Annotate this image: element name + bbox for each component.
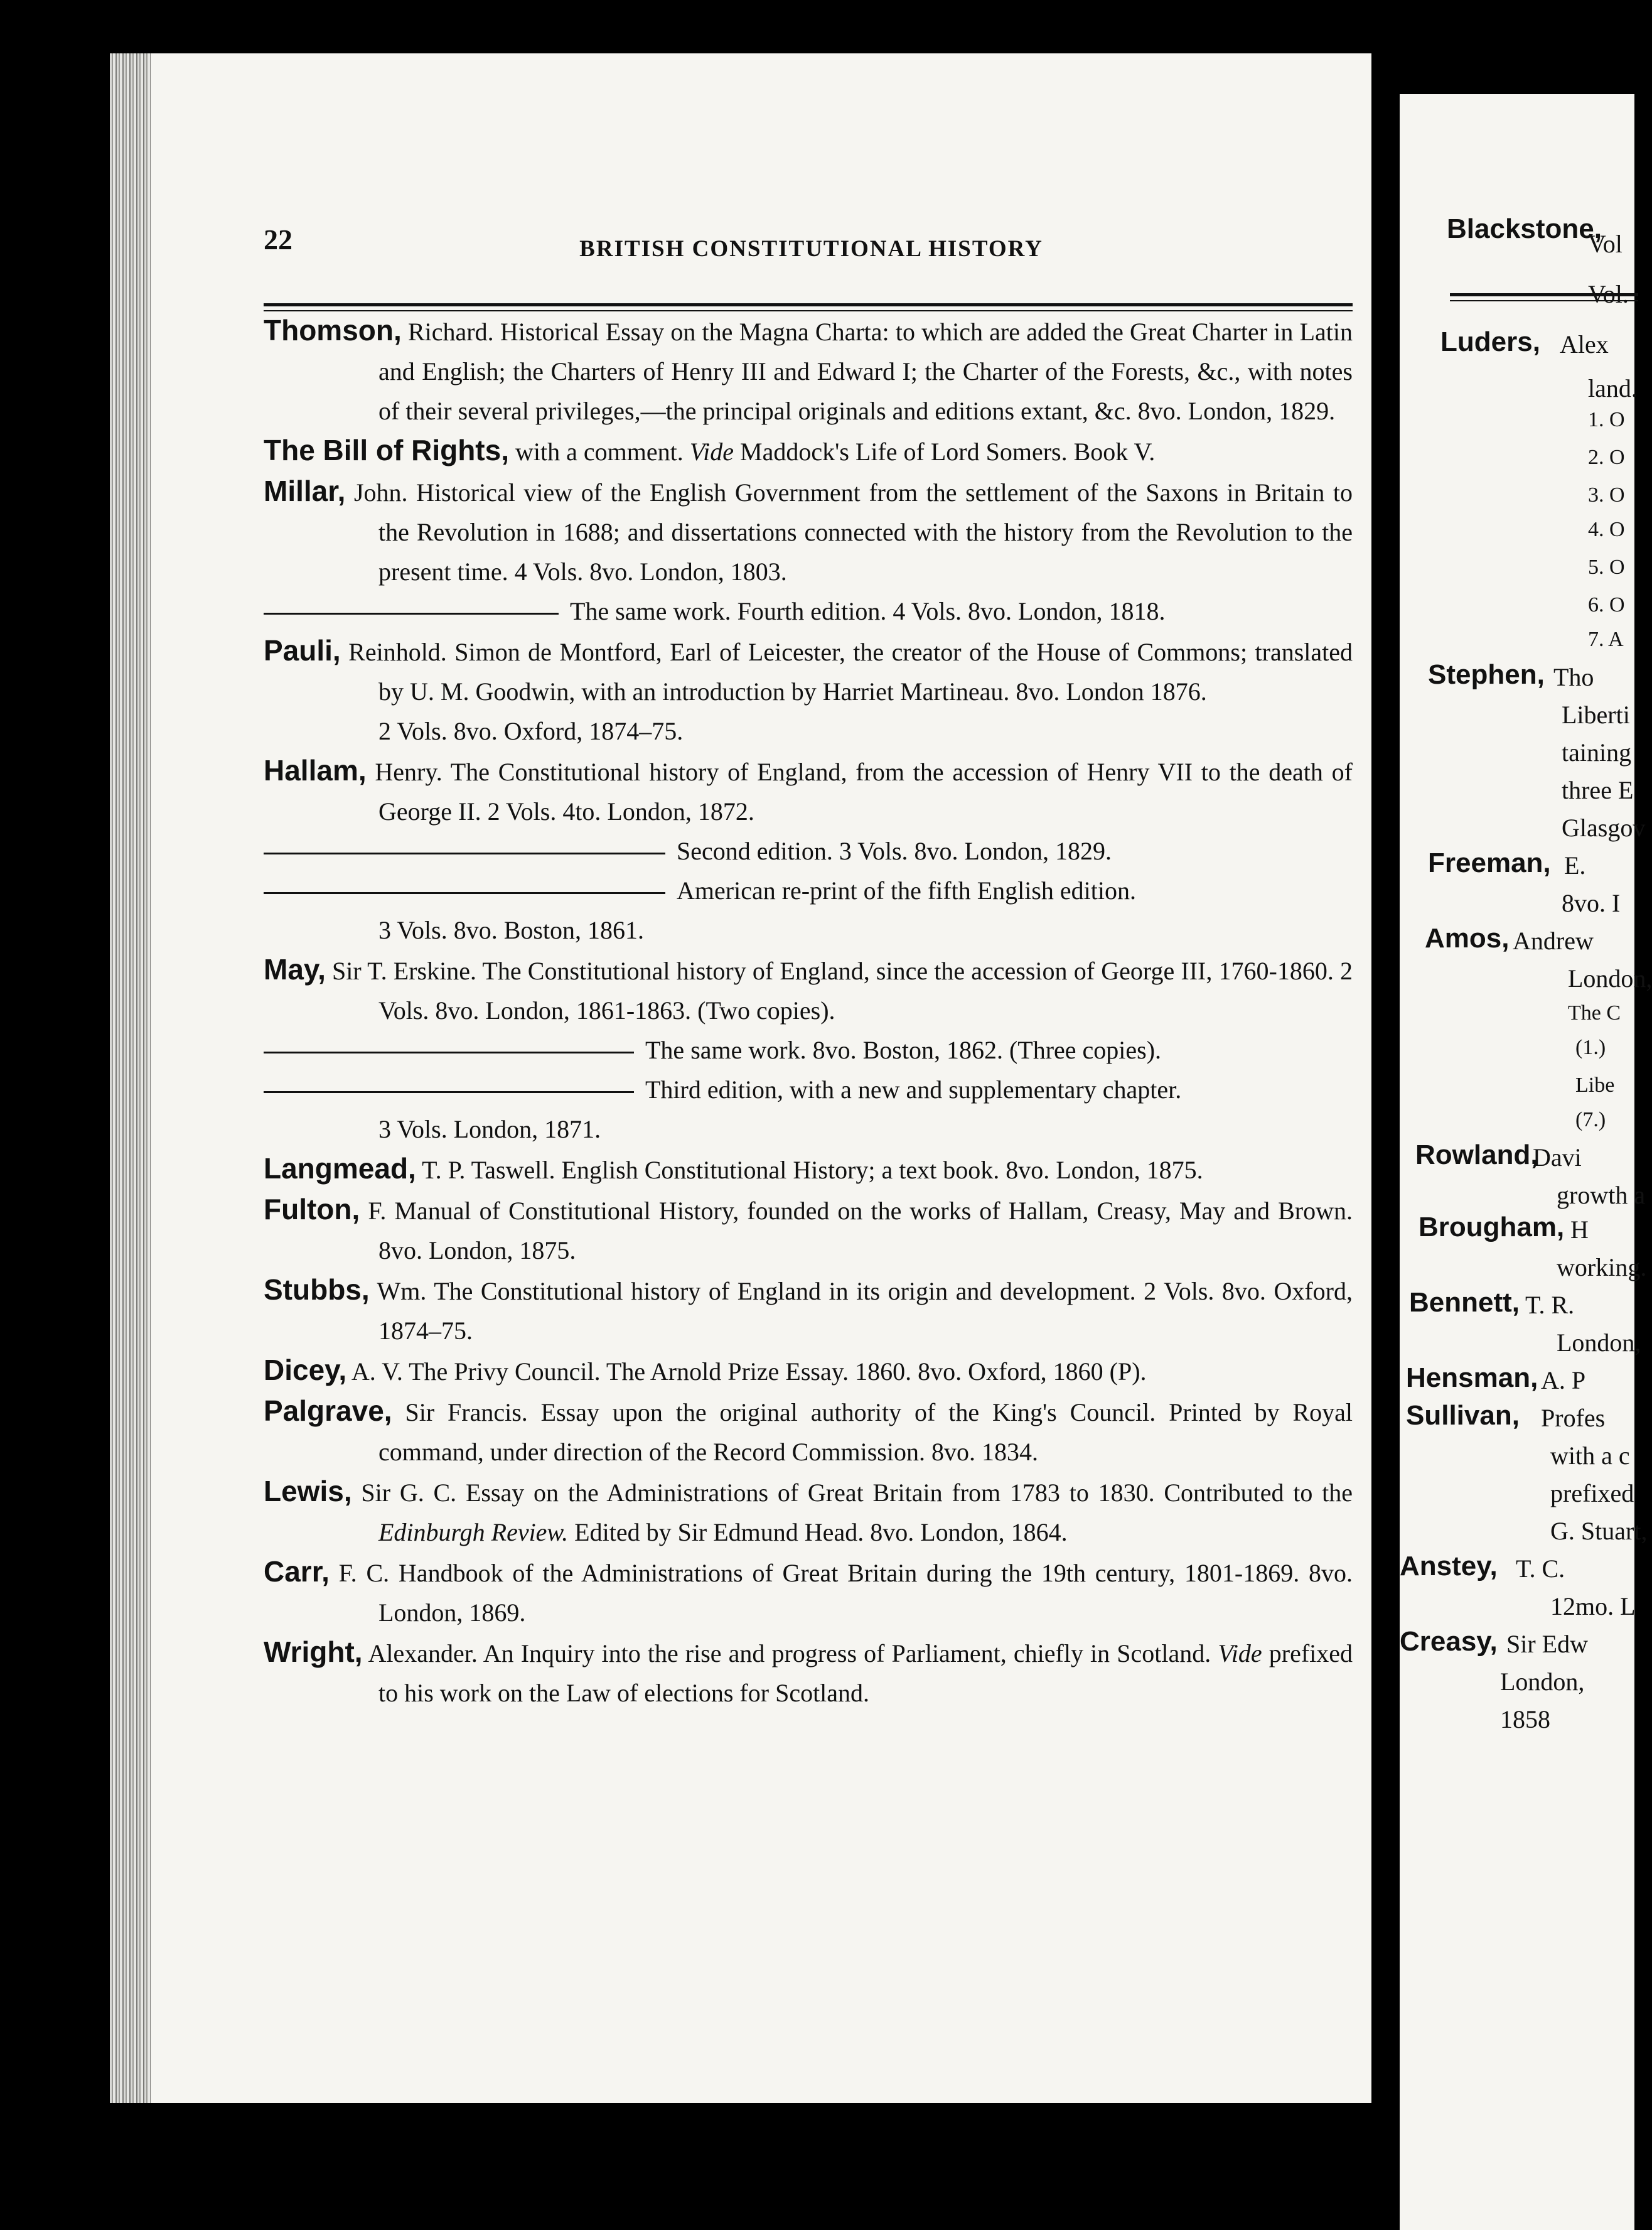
entry-text: three E [1562,776,1634,804]
entry-text: Edited by Sir Edmund Head. 8vo. London, 1864. [568,1518,1068,1546]
entry-text: land. [1588,374,1638,402]
entry-text: G. Stuart, [1550,1517,1648,1545]
author-name: Creasy, [1400,1626,1498,1657]
author-name: Stubbs, [264,1273,370,1306]
ditto-dash [264,1052,634,1053]
entry-text: Alex [1560,330,1609,358]
author-name: Sullivan, [1406,1400,1520,1431]
bibliography-entry [264,1149,1353,1190]
ditto-dash [264,613,559,615]
ditto-entry [264,871,1353,910]
entry-text: Glasgov [1562,814,1646,842]
author-name: Langmead, [264,1152,416,1185]
author-name: Pauli, [264,634,341,667]
entry-text: T. R. [1525,1291,1575,1319]
entry-text: 4. O [1588,518,1625,541]
entry-text: 1. O [1588,408,1625,431]
entry-text: John. Historical view of the English Government from the settlement of the Saxons in Britain to the Revolution in 1688; and dissertations connected with the history from the Revolution to the present time. 4 Vols. 8vo. London, 1803. [345,478,1353,586]
bibliography-entry [264,1190,1353,1270]
author-name: Hallam, [264,754,367,787]
entry-text: working. [1557,1253,1647,1281]
entry-text: 3. O [1588,483,1625,507]
entry-text: Sir Francis. Essay upon the original authority of the King's Council. Printed by Royal command, under direction of the Record Commission. 8vo. 1834. [378,1398,1353,1466]
page-number: 22 [264,224,292,256]
running-head: BRITISH CONSTITUTIONAL HISTORY [579,236,1043,262]
entry-text: 6. O [1588,593,1625,617]
entry-text: Reinhold. Simon de Montford, Earl of Leicester, the creator of the House of Commons; translated by U. M. Goodwin, with an introduction by Harriet Martineau. 8vo. London 1876. [340,638,1353,706]
ditto-entry [264,1070,1353,1109]
entry-text: Second edition. 3 Vols. 8vo. London, 1829. [677,837,1112,865]
bibliography-entry [264,1350,1353,1391]
bibliography-list [264,311,1353,1713]
bibliography-entry [264,1632,1353,1713]
entry-text: American re-print of the fifth English edition. [677,876,1137,905]
entry-text: Liberti [1562,701,1630,729]
author-name: May, [264,953,326,986]
entry-text: Andrew [1513,927,1594,955]
vide-reference: Vide [689,438,734,466]
entry-text: Third edition, with a new and supplementary chapter. [645,1075,1182,1104]
bibliography-entry [264,1270,1353,1350]
entry-text: Wm. The Constitutional history of England in its origin and development. 2 Vols. 8vo. Oxford, 1874–75. [369,1277,1353,1345]
author-name: Lewis, [264,1475,352,1507]
author-name: Wright, [264,1635,363,1668]
entry-text: with a c [1550,1441,1630,1470]
entry-text: taining [1562,738,1632,767]
author-name: Amos, [1425,923,1510,954]
bibliography-entry [264,1472,1353,1552]
entry-text: London, [1568,964,1652,993]
author-name: Hensman, [1406,1362,1538,1393]
entry-text: London, [1557,1328,1641,1357]
entry-continuation: 3 Vols. 8vo. Boston, 1861. [378,916,645,944]
entry-text: Sir T. Erskine. The Constitutional history of England, since the accession of George III, 1760-1860. 2 Vols. 8vo. London, 1861-1863. (Two copies). [325,957,1353,1025]
entry-text: Vol [1588,230,1622,258]
entry-text: The C [1568,1001,1621,1025]
ditto-entry [264,831,1353,871]
author-name: Stephen, [1428,659,1545,690]
bibliography-entry [264,1391,1353,1472]
author-name: Dicey, [264,1354,347,1386]
ditto-entry [264,1030,1353,1070]
entry-continuation: 3 Vols. London, 1871. [378,1115,601,1143]
entry-text: (1.) [1575,1036,1606,1059]
ditto-dash [264,892,665,894]
bibliography-entry [264,431,1353,471]
entry-text: Davi [1533,1143,1582,1172]
entry-text: The same work. Fourth edition. 4 Vols. 8vo. London, 1818. [570,597,1166,625]
entry-text: 2. O [1588,446,1625,469]
entry-text: with a comment. [508,438,690,466]
entry-text: Sir Edw [1506,1630,1588,1658]
entry-text: Libe [1575,1074,1615,1097]
bibliography-entry [264,631,1353,711]
author-name: Bennett, [1409,1287,1520,1318]
author-name: Brougham, [1419,1212,1565,1242]
vide-reference: Vide [1218,1639,1262,1667]
entry-text: 5. O [1588,556,1625,579]
entry-text: 7. A [1588,628,1624,651]
entry-text: F. C. Handbook of the Administrations of Great Britain during the 19th century, 1801-1869. 8vo. London, 1869. [329,1559,1353,1627]
entry-text: The same work. 8vo. Boston, 1862. (Three copies). [645,1036,1162,1064]
author-name: Fulton, [264,1193,360,1225]
ditto-dash [264,1091,634,1093]
author-name: Millar, [264,475,346,507]
author-name: Palgrave, [264,1394,392,1427]
author-name: Thomson, [264,314,402,347]
entry-text: F. Manual of Constitutional History, founded on the works of Hallam, Creasy, May and Brown. 8vo. London, 1875. [360,1197,1353,1264]
author-name: The Bill of Rights, [264,434,509,466]
entry-text: Sir G. C. Essay on the Administrations of Great Britain from 1783 to 1830. Contributed to the [351,1479,1353,1507]
author-name: Carr, [264,1555,330,1588]
entry-text: Profes [1541,1404,1606,1432]
entry-text: Tho [1553,663,1594,691]
right-page [1400,94,1652,2230]
entry-text: H [1570,1215,1589,1244]
entry-text: A. V. The Privy Council. The Arnold Prize Essay. 1860. 8vo. Oxford, 1860 (P). [346,1357,1147,1386]
entry-text: E. [1564,851,1586,880]
entry-text: 12mo. L [1550,1592,1636,1620]
author-name: Freeman, [1428,848,1551,878]
ditto-dash [264,853,665,854]
author-name: Luders, [1440,326,1540,357]
journal-title: Edinburgh Review. [378,1518,569,1546]
entry-text: T. P. Taswell. English Constitutional History; a text book. 8vo. London, 1875. [416,1156,1203,1184]
entry-text: prefixed [1550,1479,1634,1507]
entry-text: London, [1500,1667,1585,1696]
entry-text: Maddock's Life of Lord Somers. Book V. [734,438,1156,466]
bibliography-entry [264,950,1353,1030]
entry-text: Henry. The Constitutional history of England, from the accession of Henry VII to the death of George II. 2 Vols. 4to. London, 1872. [366,758,1353,826]
entry-text: T. C. [1516,1554,1565,1583]
entry-text: Vol. [1588,280,1629,308]
page-edge-stack [110,53,151,2103]
entry-text: growth a [1557,1181,1646,1209]
entry-text: 1858 [1500,1705,1550,1733]
entry-text: prefixed to his work on the Law of elections for Scotland. [378,1639,1353,1707]
entry-text: (7.) [1575,1108,1606,1131]
entry-text: Alexander. An Inquiry into the rise and progress of Parliament, chiefly in Scotland. [362,1639,1218,1667]
bibliography-entry [264,311,1353,431]
author-name: Rowland, [1415,1139,1538,1170]
header-rule [264,303,1353,306]
entry-text: 8vo. I [1562,889,1621,917]
author-name: Blackstone, [1447,213,1602,244]
entry-continuation: 2 Vols. 8vo. Oxford, 1874–75. [378,717,684,745]
entry-text: Richard. Historical Essay on the Magna Charta: to which are added the Great Charter in Latin and English; the Charters of Henry III and Edward I; the Charter of the Forests, &c., with notes of their several privileges,—the principal originals and editions extant, &c. 8vo. London, 1829. [378,318,1353,425]
bibliography-entry [264,471,1353,591]
bibliography-entry [264,1552,1353,1632]
author-name: Anstey, [1400,1551,1498,1581]
entry-text: A. P [1541,1366,1586,1394]
ditto-entry [264,591,1353,631]
bibliography-entry [264,751,1353,831]
